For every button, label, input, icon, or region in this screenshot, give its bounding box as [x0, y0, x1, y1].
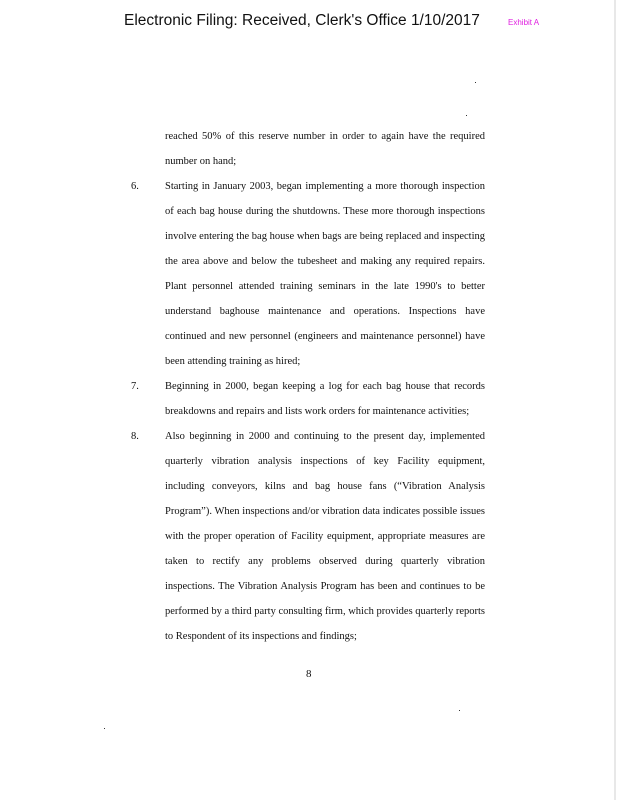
continuation-paragraph: reached 50% of this reserve number in order to again have the required number on hand; [165, 131, 485, 167]
list-item-6 [131, 174, 485, 374]
exhibit-label: Exhibit A [508, 18, 540, 27]
page-edge [614, 0, 616, 800]
page-number: 8 [306, 668, 312, 680]
item-number: 6. [131, 181, 139, 192]
item-text: Also beginning in 2000 and continuing to the present day, implemented quarterly vibration analysis inspections of key Facility equipment, including conveyors, kilns and bag house fans (“Vibration Analysis Program”). When inspections and/or vibration data indicates possible issues with the proper operation of Facility equipment, appropriate measures are taken to rectify any problems observed during quarterly vibration inspections. The Vibration Analysis Program has been and continues to be performed by a third party consulting firm, which provides quarterly reports to Respondent of its inspections and findings; [165, 431, 485, 642]
item-text: Starting in January 2003, began implementing a more thorough inspection of each bag house during the shutdowns. These more thorough inspections involve entering the bag house when bags are being replaced and inspecting the area above and below the tubesheet and making any required repairs. Plant personnel attended training seminars in the late 1990's to better understand baghouse maintenance and operations. Inspections have continued and new personnel (engineers and maintenance personnel) have been attending training as hired; [165, 181, 485, 367]
scan-speck [459, 710, 460, 711]
scan-speck [475, 82, 476, 83]
item-number: 7. [131, 381, 139, 392]
item-text: Beginning in 2000, began keeping a log for each bag house that records breakdowns and repairs and lists work orders for maintenance activities; [165, 381, 485, 417]
scan-speck [104, 728, 105, 729]
filing-header: Electronic Filing: Received, Clerk's Office 1/10/2017 [124, 12, 480, 29]
list-item-7 [131, 374, 485, 424]
list-item-8 [131, 424, 485, 649]
scan-speck [466, 115, 467, 116]
item-number: 8. [131, 431, 139, 442]
document-body [131, 124, 485, 649]
